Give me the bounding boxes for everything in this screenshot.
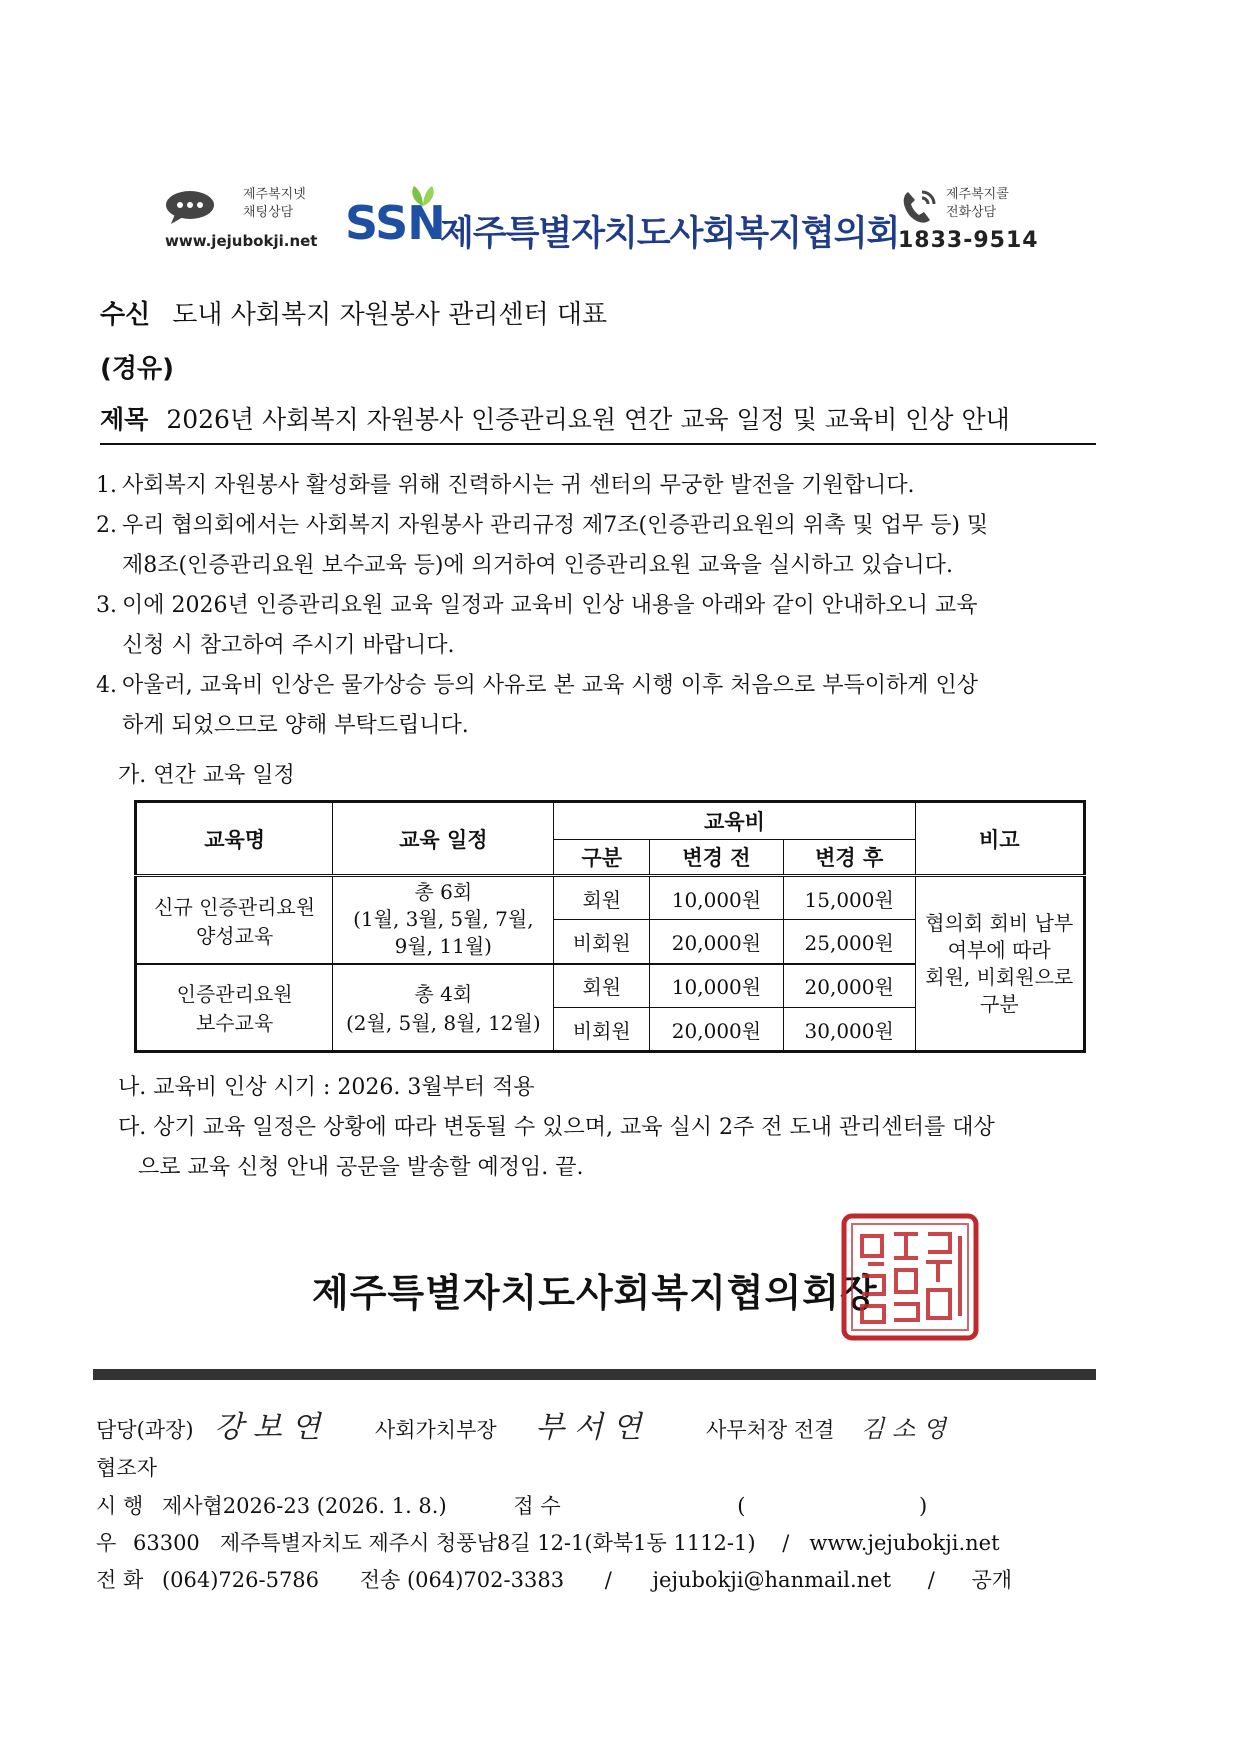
course-1-name-line-1: 신규 인증관리요원 xyxy=(154,894,316,919)
course-2-name xyxy=(136,964,333,1052)
phone-icon xyxy=(898,188,938,226)
subject-label: 제목 xyxy=(100,405,149,434)
header-after: 변경 후 xyxy=(783,840,915,876)
signatory-title: 제주특별자치도사회복지협의회장 xyxy=(312,1271,878,1315)
disclosure-value: 공개 xyxy=(971,1568,1013,1592)
phone-line-2: 전화상담 xyxy=(946,205,997,220)
phone-number: 1833-9514 xyxy=(898,228,1039,253)
paragraph-3-number: 3. xyxy=(96,593,117,618)
issue-row xyxy=(96,1490,927,1520)
chat-line-1: 제주복지넷 xyxy=(243,187,306,202)
recipient-row xyxy=(100,294,607,331)
course-1-name xyxy=(136,876,333,964)
header-course-name: 교육명 xyxy=(136,802,333,876)
paragraph-4-number: 4. xyxy=(96,673,117,698)
phone-consult-text xyxy=(946,186,1009,222)
course-1-schedule-line-1: 총 6회 xyxy=(414,880,473,905)
via-label: (경유) xyxy=(100,354,174,384)
fax-value: 전송 (064)702-3383 xyxy=(359,1568,565,1592)
paragraph-2-line-1: 우리 협의회에서는 사회복지 자원봉사 관리규정 제7조(인증관리요원의 위촉 및 업무 등) 및 xyxy=(122,513,989,538)
subject-row xyxy=(100,400,1010,436)
note-line-2: 여부에 따라 xyxy=(947,937,1051,962)
subsection-b: 나. 교육비 인상 시기 : 2026. 3월부터 적용 xyxy=(118,1075,535,1100)
fee-after: 20,000원 xyxy=(783,964,915,1008)
manager-signature: 강 보 연 xyxy=(214,1410,321,1445)
secretary-general-signature: 김 소 영 xyxy=(861,1415,946,1443)
issue-number: 제사협2026-23 (2026. 1. 8.) xyxy=(161,1494,447,1518)
contact-row: 전 화 (064)726-5786 전송 (064)702-3383 / jejubokji@hanmail.net / 공개 xyxy=(96,1568,1013,1592)
course-1-schedule-line-3: 9월, 11월) xyxy=(394,934,492,959)
course-2-name-line-1: 인증관리요원 xyxy=(176,982,293,1007)
header-note: 비고 xyxy=(915,802,1084,876)
header-schedule: 교육 일정 xyxy=(333,802,554,876)
course-2-name-line-2: 보수교육 xyxy=(195,1011,274,1036)
receipt-value: ( ) xyxy=(737,1494,928,1518)
chat-consult-text xyxy=(243,186,306,222)
cooperator-label: 협조자 xyxy=(96,1456,157,1480)
note-cell xyxy=(915,876,1084,1052)
course-2-schedule xyxy=(333,964,554,1052)
subsection-a: 가. 연간 교육 일정 xyxy=(118,763,295,788)
course-1-schedule-line-2: (1월, 3월, 5월, 7월, xyxy=(353,907,534,932)
course-2-schedule-line-2: (2월, 5월, 8월, 12월) xyxy=(346,1011,541,1036)
recipient-label: 수신 xyxy=(100,300,151,330)
fee-after: 30,000원 xyxy=(783,1008,915,1052)
paragraph-3-line-2: 신청 시 참고하여 주시기 바랍니다. xyxy=(122,633,455,658)
subsection-c xyxy=(118,1108,1096,1188)
table-row xyxy=(136,876,1085,920)
subsection-c-line-1: 다. 상기 교육 일정은 상황에 따라 변동될 수 있으며, 교육 실시 2주 전 도내 관리센터를 대상 xyxy=(118,1115,995,1140)
phone-consult-logo xyxy=(898,186,1048,252)
department-head-label: 사회가치부장 xyxy=(374,1418,497,1442)
fee-type: 회원 xyxy=(554,964,650,1008)
paragraph-2-line-2: 제8조(인증관리요원 보수교육 등)에 의거하여 인증관리요원 교육을 실시하고 있습니다. xyxy=(122,553,953,578)
fee-after: 25,000원 xyxy=(783,920,915,964)
fee-after: 15,000원 xyxy=(783,876,915,920)
email-value[interactable]: jejubokji@hanmail.net xyxy=(652,1568,892,1592)
education-fee-table xyxy=(134,800,1086,1053)
issue-label: 시 행 xyxy=(96,1494,144,1518)
fee-before: 10,000원 xyxy=(650,876,784,920)
fee-before: 20,000원 xyxy=(650,920,784,964)
chat-line-2: 채팅상담 xyxy=(243,205,294,220)
paragraph-4-line-1: 아울러, 교육비 인상은 물가상승 등의 사유로 본 교육 시행 이후 처음으로 부득이하게 인상 xyxy=(122,673,978,698)
course-2-schedule-line-1: 총 4회 xyxy=(414,982,473,1007)
phone-line-1: 제주복지콜 xyxy=(946,187,1009,202)
official-seal-icon xyxy=(840,1212,980,1342)
address-row xyxy=(96,1527,1000,1557)
tel-label: 전 화 xyxy=(96,1568,144,1592)
paragraph-3-line-1: 이에 2026년 인증관리요원 교육 일정과 교육비 인상 내용을 아래와 같이 안내하오니 교육 xyxy=(122,593,978,618)
note-line-1: 협의회 회비 납부 xyxy=(925,910,1074,935)
paragraph-2 xyxy=(96,506,1096,586)
secretary-general-label: 사무처장 전결 xyxy=(706,1418,835,1442)
fee-type: 회원 xyxy=(554,876,650,920)
fee-type: 비회원 xyxy=(554,920,650,964)
paragraph-1 xyxy=(96,466,1096,506)
organization-name: 제주특별자치도사회복지협의회 xyxy=(440,214,900,254)
postal-label: 우 xyxy=(96,1531,117,1555)
manager-label: 담당(과장) xyxy=(96,1418,194,1442)
paragraph-3 xyxy=(96,586,1096,666)
header-type: 구분 xyxy=(554,840,650,876)
fee-type: 비회원 xyxy=(554,1008,650,1052)
note-line-4: 구분 xyxy=(979,991,1019,1016)
ssn-logo-text: SSN xyxy=(345,196,445,250)
title-divider xyxy=(100,443,1096,445)
address-value: 63300 제주특별자치도 제주시 청풍남8길 12-1(화북1동 1112-1) / www.jejubokji.net xyxy=(132,1531,1000,1555)
chat-bubble-icon xyxy=(165,190,215,224)
chat-consult-logo xyxy=(165,186,318,252)
subject-value: 2026년 사회복지 자원봉사 인증관리요원 연간 교육 일정 및 교육비 인상 안내 xyxy=(166,405,1010,434)
fee-before: 20,000원 xyxy=(650,1008,784,1052)
paragraph-1-text: 사회복지 자원봉사 활성화를 위해 진력하시는 귀 센터의 무궁한 발전을 기원합니다. xyxy=(122,473,915,498)
header-before: 변경 전 xyxy=(650,840,784,876)
subsection-c-line-2: 으로 교육 신청 안내 공문을 발송할 예정임. 끝. xyxy=(138,1155,584,1180)
paragraph-1-number: 1. xyxy=(96,473,117,498)
website-url[interactable]: www.jejubokji.net xyxy=(165,232,318,250)
approval-row xyxy=(96,1402,946,1446)
note-line-3: 회원, 비회원으로 xyxy=(925,964,1074,989)
footer-divider xyxy=(93,1369,1096,1380)
receipt-label: 접 수 xyxy=(513,1494,561,1518)
tel-value: (064)726-5786 xyxy=(161,1568,320,1592)
paragraph-2-number: 2. xyxy=(96,513,117,538)
course-1-schedule xyxy=(333,876,554,964)
header-fee: 교육비 xyxy=(554,802,915,840)
course-1-name-line-2: 양성교육 xyxy=(195,923,274,948)
department-head-signature: 부 서 연 xyxy=(535,1410,642,1445)
paragraph-4 xyxy=(96,666,1096,746)
fee-before: 10,000원 xyxy=(650,964,784,1008)
recipient-value: 도내 사회복지 자원봉사 관리센터 대표 xyxy=(172,300,608,330)
paragraph-4-line-2: 하게 되었으므로 양해 부탁드립니다. xyxy=(122,713,469,738)
